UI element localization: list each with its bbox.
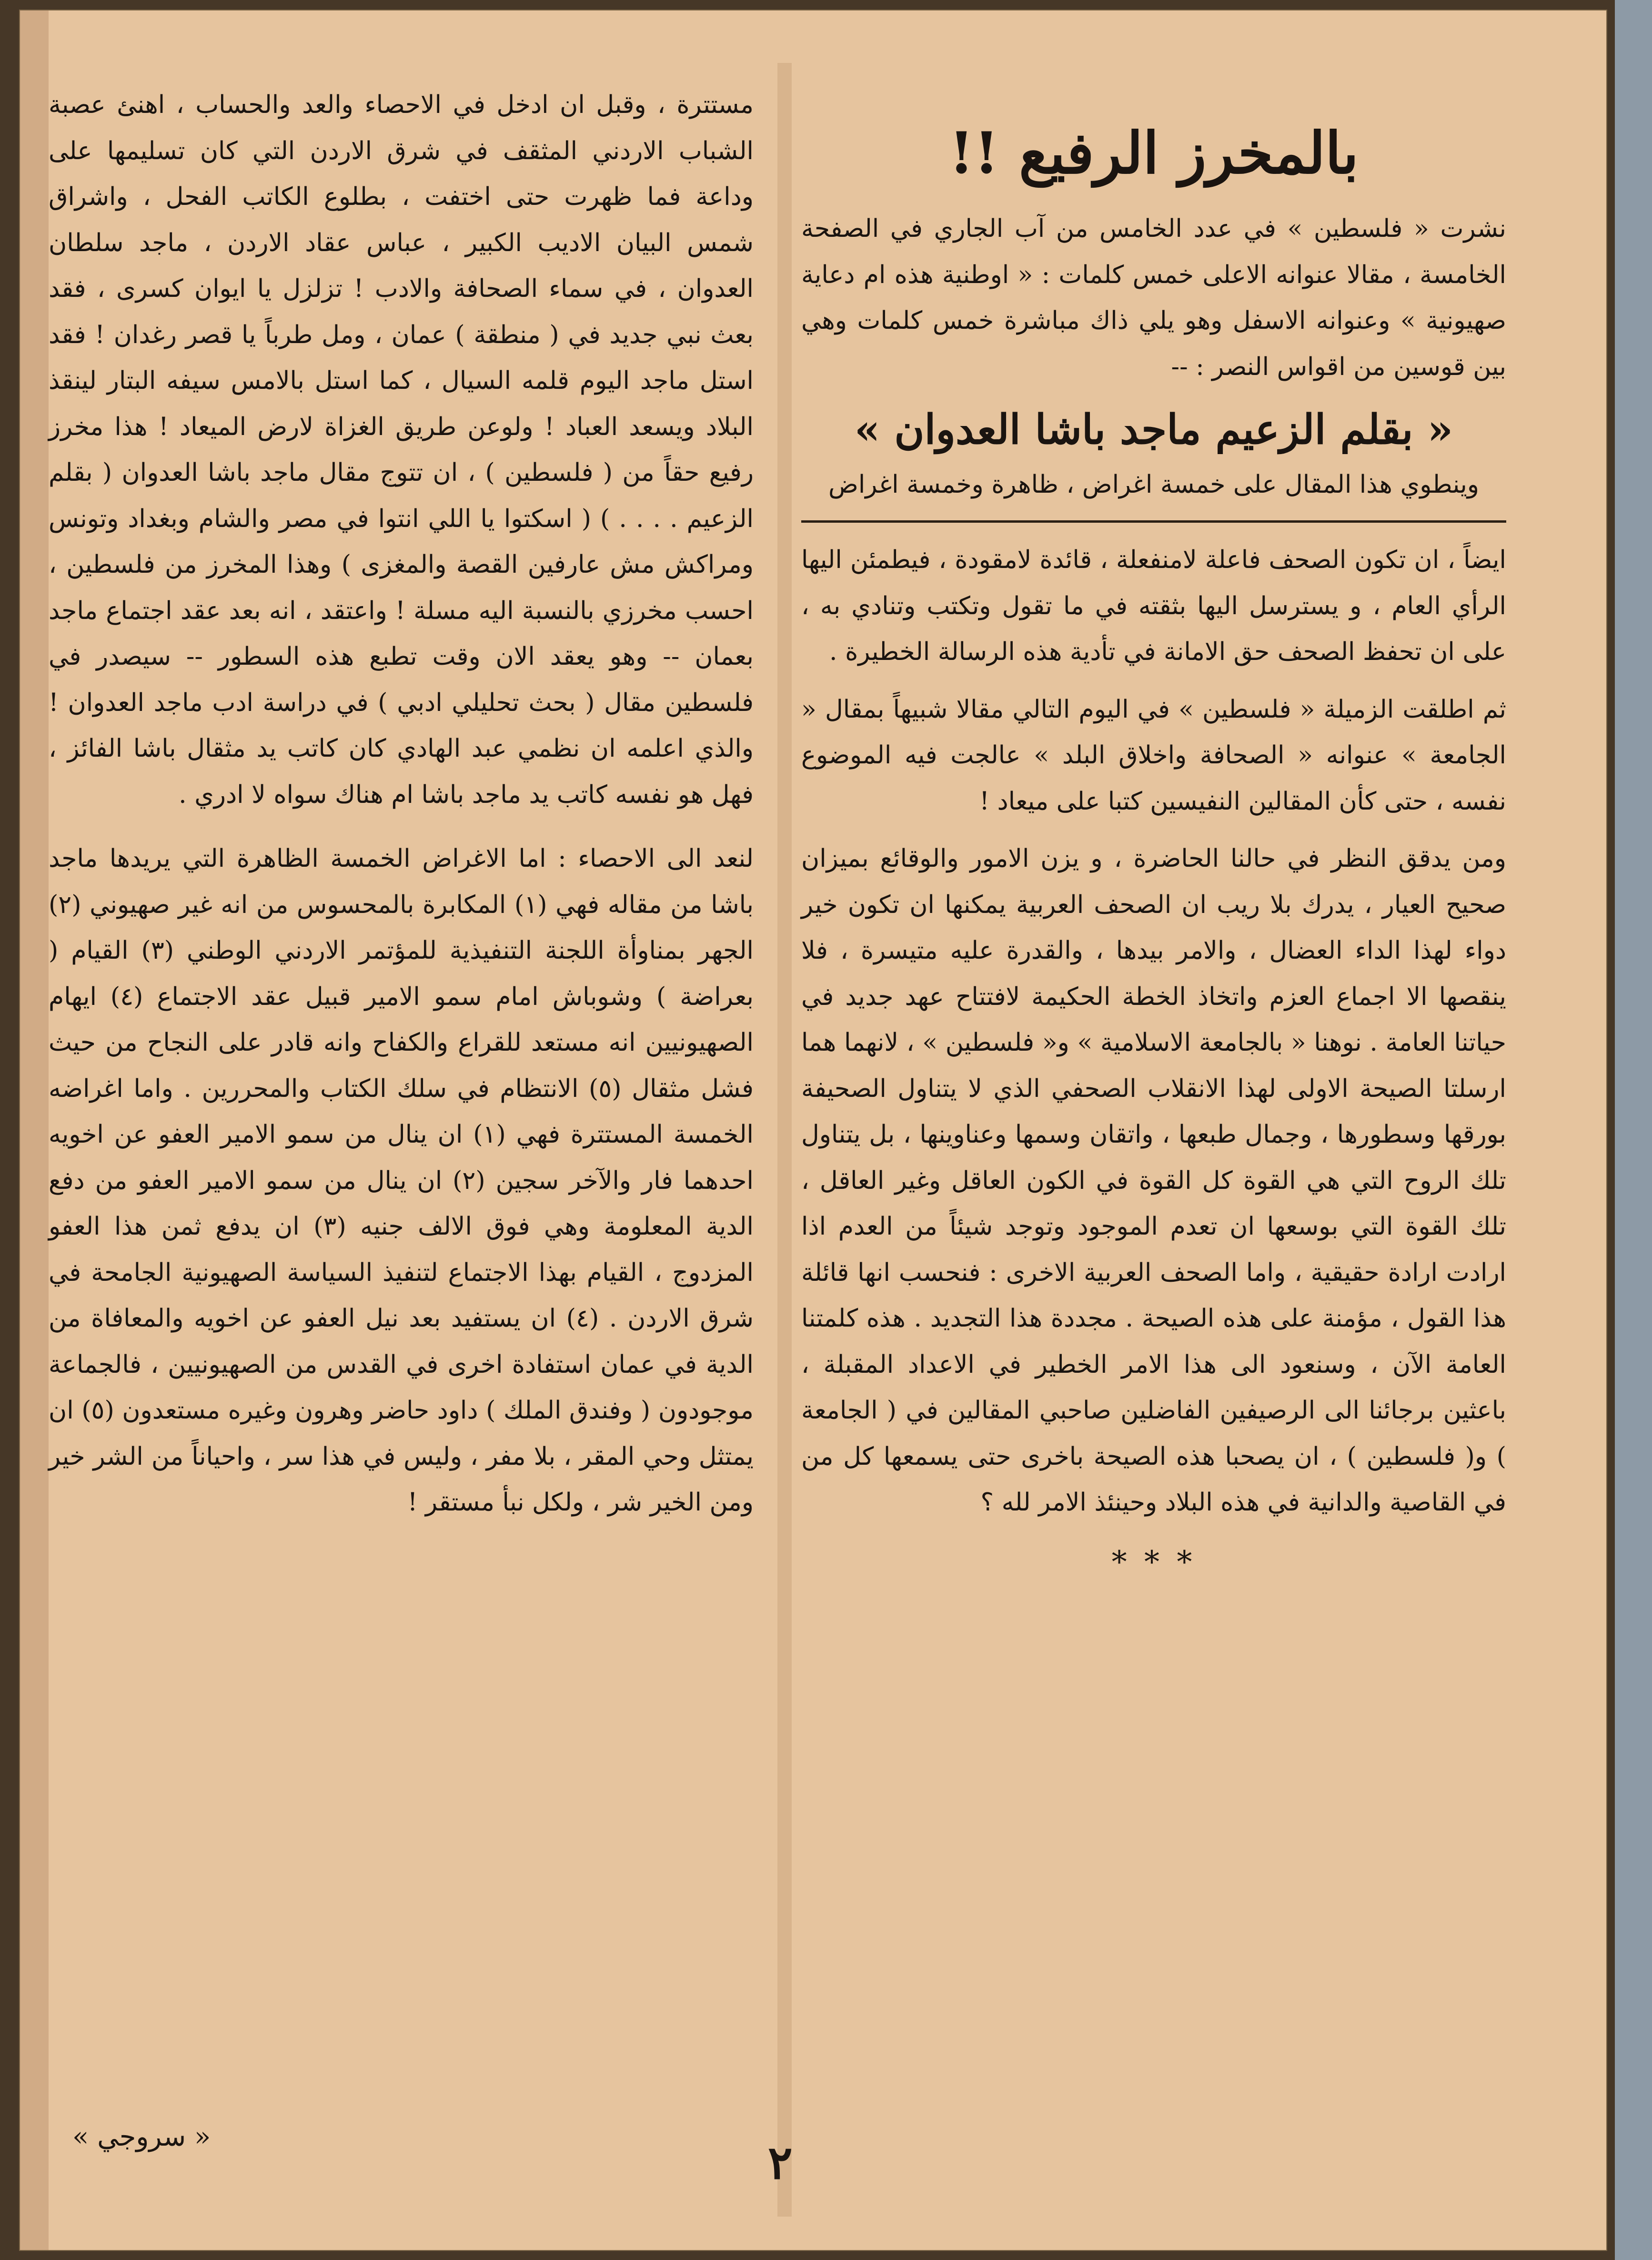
section-divider: [801, 520, 1506, 523]
newspaper-page: [19, 10, 1607, 2251]
paragraph: لنعد الى الاحصاء : اما الاغراض الخمسة الظاهرة التي يريدها ماجد باشا من مقاله فهي (١) المكابرة بالمحسوس من انه غير صهيوني (٢) الجهر بمناوأة اللجنة التنفيذية للمؤتمر الاردني الوطني (٣) القيام ( بعراضة ) وشوباش امام سمو الامير قبيل عقد الاجتماع (٤) ايهام الصهيونيين انه مستعد للقراع والكفاح وانه قادر على النجاح من حيث فشل مثقال (٥) الانتظام في سلك الكتاب والمحررين . واما اغراضه الخمسة المستترة فهي (١) ان ينال من سمو الامير العفو عن اخويه احدهما فار والآخر سجين (٢) ان ينال من سمو الامير العفو من دفع الدية المعلومة وهي فوق الالف جنيه (٣) ان يدفع ثمن هذا العفو المزدوج ، القيام بهذا الاجتماع لتنفيذ السياسة الصهيونية الجامحة في شرق الاردن . (٤) ان يستفيد بعد نيل العفو عن اخويه والمعافاة من الدية في عمان استفادة اخرى في القدس من الصهيونيين ، فالجماعة موجودون ( وفندق الملك ) داود حاضر وهرون وغيره مستعدون (٥) ان يمتثل وحي المقر ، بلا مفر ، وليس في هذا سر ، واحياناً من الشر خير ومن الخير شر ، ولكل نبأ مستقر !: [49, 844, 754, 1517]
binding-shadow: [20, 10, 49, 2250]
article-subline: وينطوي هذا المقال على خمسة اغراض ، ظاهرة وخمسة اغراض: [828, 470, 1479, 499]
paragraph: مستترة ، وقبل ان ادخل في الاحصاء والعد والحساب ، اهنئ عصبة الشباب الاردني المثقف في شرق الاردن التي كان تسليمها على وداعة فما ظهرت حتى اختفت ، بطلوع الكاتب الفحل ، واشراق شمس البيان الاديب الكبير ، عباس عقاد الاردن ، ماجد سلطان العدوان ، في سماء الصحافة والادب ! تزلزل يا ايوان كسرى ، فقد بعث نبي جديد في ( منطقة ) عمان ، ومل طرباً يا قصر رغدان ! فقد استل ماجد اليوم قلمه السيال ، كما استل بالامس سيفه البتار لينقذ البلاد ويسعد العباد ! ولوعن طريق الغزاة لارض الميعاد ! هذا مخرز رفيع حقاً من ( فلسطين ) ، ان تتوج مقال ماجد باشا العدوان ( بقلم الزعيم . . . . ) ( اسكتوا يا اللي انتوا في مصر والشام وبغداد وتونس ومراكش مش عارفين القصة والمغزى ) وهذا المخرز من فلسطين ، احسب مخرزي بالنسبة اليه مسلة ! واعتقد ، انه بعد عقد اجتماع ماجد بعمان -- وهو يعقد الان وقت تطبع هذه السطور -- سيصدر في فلسطين مقال ( بحث تحليلي ادبي ) في دراسة ادب ماجد العدوان ! والذي اعلمه ان نظمي عبد الهادي كان كاتب يد مثقال باشا الفائز ، فهل هو نفسه كاتب يد ماجد باشا ام هناك سواه لا ادري .: [49, 91, 754, 809]
paragraph: ايضاً ، ان تكون الصحف فاعلة لامنفعلة ، قائدة لامقودة ، فيطمئن اليها الرأي العام ، و يسترسل اليها بثقته في ما تقول وتكتب وتنادي به ، على ان تحفظ الصحف حق الامانة في تأدية هذه الرسالة الخطيرة .: [801, 546, 1506, 666]
paragraph: ثم اطلقت الزميلة « فلسطين » في اليوم التالي مقالا شبيهاً بمقال « الجامعة » عنوانه « الصحافة واخلاق البلد » عالجت فيه الموضوع نفسه ، حتى كأن المقالين النفيسين كتبا على ميعاد !: [801, 695, 1506, 816]
paragraph: ومن يدقق النظر في حالنا الحاضرة ، و يزن الامور والوقائع بميزان صحيح العيار ، يدرك بلا ريب ان الصحف العربية يمكنها ان تكون خير دواء لهذا الداء العضال ، والامر بيدها ، والقدرة عليه متيسرة ، فلا ينقصها الا اجماع العزم واتخاذ الخطة الحكيمة لافتتاح عهد جديد في حياتنا العامة . نوهنا « بالجامعة الاسلامية » و« فلسطين » ، لانهما هما ارسلتا الصيحة الاولى لهذا الانقلاب الصحفي الذي لا يتناول الصحيفة بورقها وسطورها ، وجمال طبعها ، واتقان وسمها وعناوينها ، بل يتناول تلك الروح التي هي القوة كل القوة في الكون العاقل وغير العاقل ، تلك القوة التي بوسعها ان تعدم الموجود وتوجد شيئاً من العدم اذا ارادت ارادة حقيقية ، واما الصحف العربية الاخرى : فنحسب انها قائلة هذا القول ، مؤمنة على هذه الصيحة . مجددة هذا التجديد . هذه كلمتنا العامة الآن ، وسنعود الى هذا الامر الخطير في الاعداد المقبلة ، باعثين برجائنا الى الرصيفين الفاضلين صاحبي المقالين في ( الجامعة ) و( فلسطين ) ، ان يصحبا هذه الصيحة باخرى حتى يسمعها كل من في القاصية والدانية في هذه البلاد وحينئذ الامر لله ؟: [801, 844, 1506, 1517]
article-byline: « بقلم الزعيم ماجد باشا العدوان »: [854, 405, 1453, 454]
article-intro: نشرت « فلسطين » في عدد الخامس من آب الجاري في الصفحة الخامسة ، مقالا عنوانه الاعلى خمس كلمات : « اوطنية هذه ام دعاية صهيونية » وعنوانه الاسفل وهو يلي ذاك مباشرة خمس كلمات وهي بين قوسين من اقواس النصر : --: [801, 214, 1506, 381]
section-stars: * * *: [1111, 1544, 1196, 1580]
right-column: [801, 120, 1506, 1580]
left-column: [49, 82, 754, 1537]
column-gutter: [777, 63, 792, 2217]
page-number: ٢: [768, 2136, 793, 2189]
scan-edge: [1615, 0, 1652, 2260]
article-title: بالمخرز الرفيع !!: [949, 120, 1359, 187]
author-signature: « سروجي »: [72, 2121, 211, 2152]
